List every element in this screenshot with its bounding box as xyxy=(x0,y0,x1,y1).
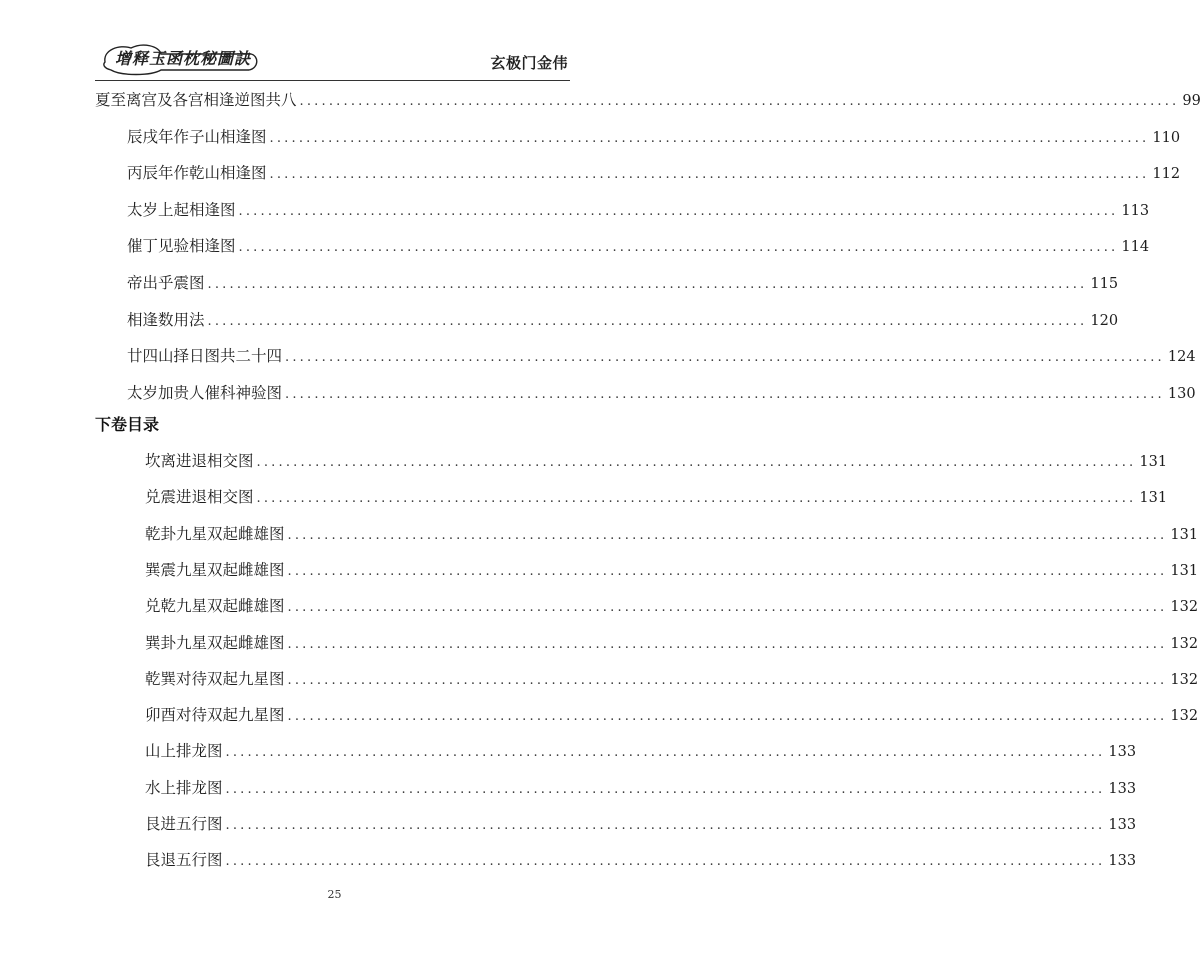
header-rule xyxy=(95,80,570,81)
toc-entry[interactable] xyxy=(127,235,1150,257)
toc-leader-dots: ........................................................................................................................ xyxy=(225,745,1106,761)
toc-entry-title: 兑乾九星双起雌雄图 xyxy=(145,597,285,616)
page-number: 25 xyxy=(327,888,342,901)
toc-leader-dots: ........................................................................................................................ xyxy=(287,600,1168,616)
toc-leader-dots: ........................................................................................................................ xyxy=(299,94,1180,109)
book-title-logo xyxy=(101,40,261,74)
toc-entry[interactable] xyxy=(145,486,1168,508)
toc-entry-page: 131 xyxy=(1139,454,1168,470)
toc-leader-dots: ........................................................................................................................ xyxy=(285,386,1165,402)
toc-leader-dots: ........................................................................................................................ xyxy=(207,313,1088,329)
toc-entry[interactable] xyxy=(127,126,1181,148)
toc-entry-page: 114 xyxy=(1121,239,1150,256)
toc-entry-page: 130 xyxy=(1167,385,1196,402)
author-name: 玄极门金伟 xyxy=(490,54,568,72)
toc-entry-page: 120 xyxy=(1090,312,1119,329)
toc-entry-page: 132 xyxy=(1170,708,1199,725)
toc-entry[interactable] xyxy=(145,559,1199,581)
toc-entry[interactable] xyxy=(127,199,1150,221)
toc-entry-page: 110 xyxy=(1152,129,1181,146)
toc-entry[interactable] xyxy=(145,523,1199,545)
toc-entry-page: 133 xyxy=(1108,744,1137,761)
toc-entry[interactable] xyxy=(127,382,1196,404)
toc-leader-dots: ........................................................................................................................ xyxy=(287,563,1168,579)
toc-entry-page: 124 xyxy=(1167,349,1196,366)
toc-entry-title: 水上排龙图 xyxy=(145,778,223,797)
toc-entry-page: 99 xyxy=(1182,93,1201,109)
toc-entry-title: 辰戌年作子山相逢图 xyxy=(127,127,267,146)
toc-entry[interactable] xyxy=(127,309,1119,331)
toc-entry-title: 山上排龙图 xyxy=(145,742,223,761)
toc-entry-title: 丙辰年作乾山相逢图 xyxy=(127,164,267,183)
toc-entry-page: 132 xyxy=(1170,599,1199,616)
toc-entry[interactable] xyxy=(145,632,1199,654)
toc-entry[interactable] xyxy=(145,740,1137,762)
toc-entry-title: 廿四山择日图共二十四 xyxy=(127,347,283,366)
toc-entry-title: 坎离进退相交图 xyxy=(145,452,254,470)
toc-entry[interactable] xyxy=(127,272,1119,294)
toc-leader-dots: ........................................................................................................................ xyxy=(225,818,1106,833)
toc-entry-page: 112 xyxy=(1152,166,1181,183)
toc-entry[interactable] xyxy=(145,595,1199,617)
toc-entry-page: 133 xyxy=(1108,817,1137,833)
section-heading: 下卷目录 xyxy=(95,415,160,434)
toc-leader-dots: ........................................................................................................................ xyxy=(269,167,1150,183)
toc-entry-title: 艮退五行图 xyxy=(145,851,223,870)
toc-entry-title: 太岁上起相逢图 xyxy=(127,200,236,219)
toc-entry-page: 131 xyxy=(1139,490,1168,507)
toc-entry[interactable] xyxy=(145,777,1137,799)
toc-entry-title: 太岁加贵人催科神验图 xyxy=(127,383,283,402)
toc-entry-page: 133 xyxy=(1108,853,1137,870)
toc-entry-title: 夏至离宫及各宫相逢逆图共八 xyxy=(95,91,297,109)
toc-entry-title: 乾巽对待双起九星图 xyxy=(145,669,285,688)
toc-entry-title: 艮进五行图 xyxy=(145,815,223,833)
toc-entry-title: 帝出乎震图 xyxy=(127,274,205,292)
toc-leader-dots: ........................................................................................................................ xyxy=(207,277,1088,292)
toc-entry-title: 相逢数用法 xyxy=(127,310,205,329)
running-header xyxy=(95,38,570,84)
toc-leader-dots: ........................................................................................................................ xyxy=(287,527,1168,543)
toc-entry[interactable] xyxy=(95,89,1201,111)
toc-leader-dots: ........................................................................................................................ xyxy=(225,854,1106,870)
logo-text: 增释玉函枕秘圖訣 xyxy=(115,49,252,68)
toc-entry-page: 113 xyxy=(1121,202,1150,219)
toc-leader-dots: ........................................................................................................................ xyxy=(256,491,1137,507)
toc-entry-title: 巽卦九星双起雌雄图 xyxy=(145,633,285,652)
toc-leader-dots: ........................................................................................................................ xyxy=(225,781,1106,797)
toc-leader-dots: ........................................................................................................................ xyxy=(287,636,1168,652)
toc-leader-dots: ........................................................................................................................ xyxy=(285,350,1165,366)
toc-entry-page: 133 xyxy=(1108,780,1137,797)
toc-leader-dots: ........................................................................................................................ xyxy=(238,240,1119,256)
toc-entry[interactable] xyxy=(127,162,1181,184)
toc-entry-title: 兑震进退相交图 xyxy=(145,488,254,507)
toc-leader-dots: ........................................................................................................................ xyxy=(287,672,1168,688)
toc-entry[interactable] xyxy=(145,849,1137,871)
toc-entry-page: 131 xyxy=(1170,526,1199,543)
toc-leader-dots: ........................................................................................................................ xyxy=(256,455,1137,470)
toc-entry[interactable] xyxy=(145,704,1199,726)
toc-leader-dots: ........................................................................................................................ xyxy=(287,709,1168,725)
toc-entry-title: 巽震九星双起雌雄图 xyxy=(145,560,285,579)
toc-entry[interactable] xyxy=(145,450,1168,472)
toc-entry-title: 乾卦九星双起雌雄图 xyxy=(145,524,285,543)
toc-entry-page: 132 xyxy=(1170,635,1199,652)
toc-leader-dots: ........................................................................................................................ xyxy=(269,130,1150,146)
toc-entry-page: 132 xyxy=(1170,671,1199,688)
toc-entry[interactable] xyxy=(145,668,1199,690)
toc-entry[interactable] xyxy=(127,345,1196,367)
toc-leader-dots: ........................................................................................................................ xyxy=(238,203,1119,219)
toc-entry[interactable] xyxy=(145,813,1137,835)
toc-entry-title: 卯酉对待双起九星图 xyxy=(145,706,285,725)
toc-entry-title: 催丁见验相逢图 xyxy=(127,237,236,256)
toc-entry-page: 115 xyxy=(1090,276,1119,292)
toc-entry-page: 131 xyxy=(1170,562,1199,579)
